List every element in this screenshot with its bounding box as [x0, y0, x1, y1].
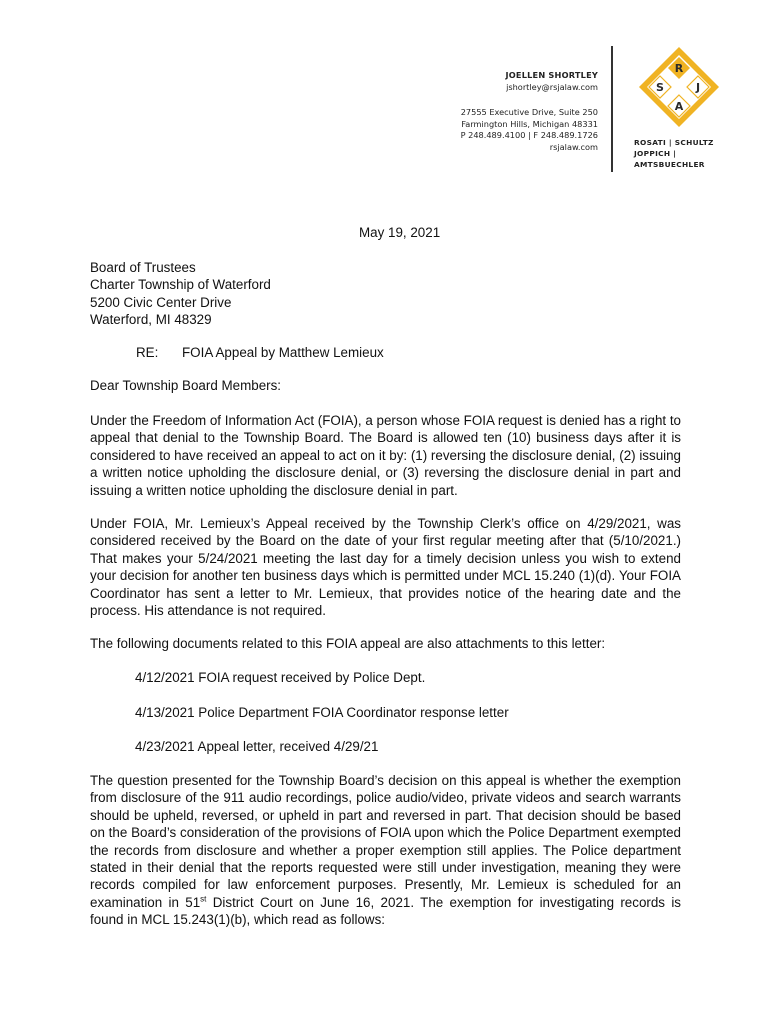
paragraph-4-part1: The question presented for the Township Board’s decision on this appeal is whether the exemption from disclosure of the 911 audio recordings, police audio/video, private videos and search warrants should be upheld, reversed, or upheld in part and reversed in part. That decision should be based on the Board’s consideration of the provisions of FOIA upon which the Police Department exempted the records from disclosure and whether a proper exemption still applies. The Police department stated in their denial that the reports requested were still under investigation, meaning they were records compiled for law enforcement purposes. Presently, Mr. Lemieux is scheduled for an examination in 51 [90, 773, 681, 910]
attachment-item: 4/12/2021 FOIA request received by Police Dept. [135, 670, 426, 685]
attachment-item: 4/13/2021 Police Department FOIA Coordinator response letter [135, 705, 509, 720]
paragraph-4-superscript: st [200, 894, 207, 904]
attorney-name: JOELLEN SHORTLEY [505, 70, 598, 80]
paragraph-4 [90, 772, 681, 929]
paragraph-1: Under the Freedom of Information Act (FOIA), a person whose FOIA request is denied has a right to appeal that denial to the Township Board. The Board is allowed ten (10) business days after it is considered to have received an appeal to act on it by: (1) reversing the disclosure denial, (2) issuing a written notice upholding the disclosure denial, or (3) reversing the disclosure denial in part and issuing a written notice upholding the disclosure denial in part. [90, 413, 682, 498]
paragraph-3: The following documents related to this FOIA appeal are also attachments to this letter: [90, 636, 606, 651]
paragraph-4-part2: District Court on June 16, 2021. The exemption for investigating records is found in MCL 15.243(1)(b), which read as follows: [90, 894, 681, 928]
firm-address-line1: 27555 Executive Drive, Suite 250 [460, 107, 598, 117]
re-label: RE: [136, 345, 159, 360]
letterhead-divider [611, 46, 613, 172]
attachment-item: 4/23/2021 Appeal letter, received 4/29/21 [135, 739, 379, 754]
letter-date: May 19, 2021 [359, 225, 441, 240]
firm-address-line2: Farmington Hills, Michigan 48331 [461, 118, 598, 129]
logo-letter-r: R [674, 62, 684, 75]
recipient-line2: Charter Township of Waterford [90, 277, 271, 293]
letterhead-contact [461, 70, 598, 153]
firm-website: rsjalaw.com [549, 141, 598, 152]
logo-letter-j: J [695, 81, 701, 94]
firm-name [634, 137, 744, 170]
firm-logo [638, 46, 720, 128]
re-subject: FOIA Appeal by Matthew Lemieux [182, 345, 384, 360]
recipient-address [90, 259, 271, 329]
salutation: Dear Township Board Members: [90, 378, 282, 393]
recipient-line1: Board of Trustees [90, 260, 196, 275]
recipient-line3: 5200 Civic Center Drive [90, 294, 232, 310]
attorney-email: jshortley@rsjalaw.com [506, 81, 598, 92]
firm-name-line2: JOPPICH | AMTSBUECHLER [634, 149, 705, 169]
paragraph-2: Under FOIA, Mr. Lemieux’s Appeal received by the Township Clerk’s office on 4/29/2021, was considered received by the Board on the date of your first regular meeting after that (5/10/2021.) That makes your 5/24/2021 meeting the last day for a timely decision unless you wish to extend your decision for another ten business days which is permitted under MCL 15.240 (1)(d). Your FOIA Coordinator has sent a letter to Mr. Lemieux, that provides notice of the hearing date and the process. His attendance is not required. [90, 516, 681, 619]
logo-letter-a: A [674, 100, 684, 113]
firm-name-line1: ROSATI | SCHULTZ [634, 138, 714, 147]
recipient-line4: Waterford, MI 48329 [90, 312, 212, 328]
firm-phone-fax: P 248.489.4100 | F 248.489.1726 [460, 130, 598, 140]
re-line [136, 344, 384, 361]
logo-letter-s: S [656, 81, 664, 94]
